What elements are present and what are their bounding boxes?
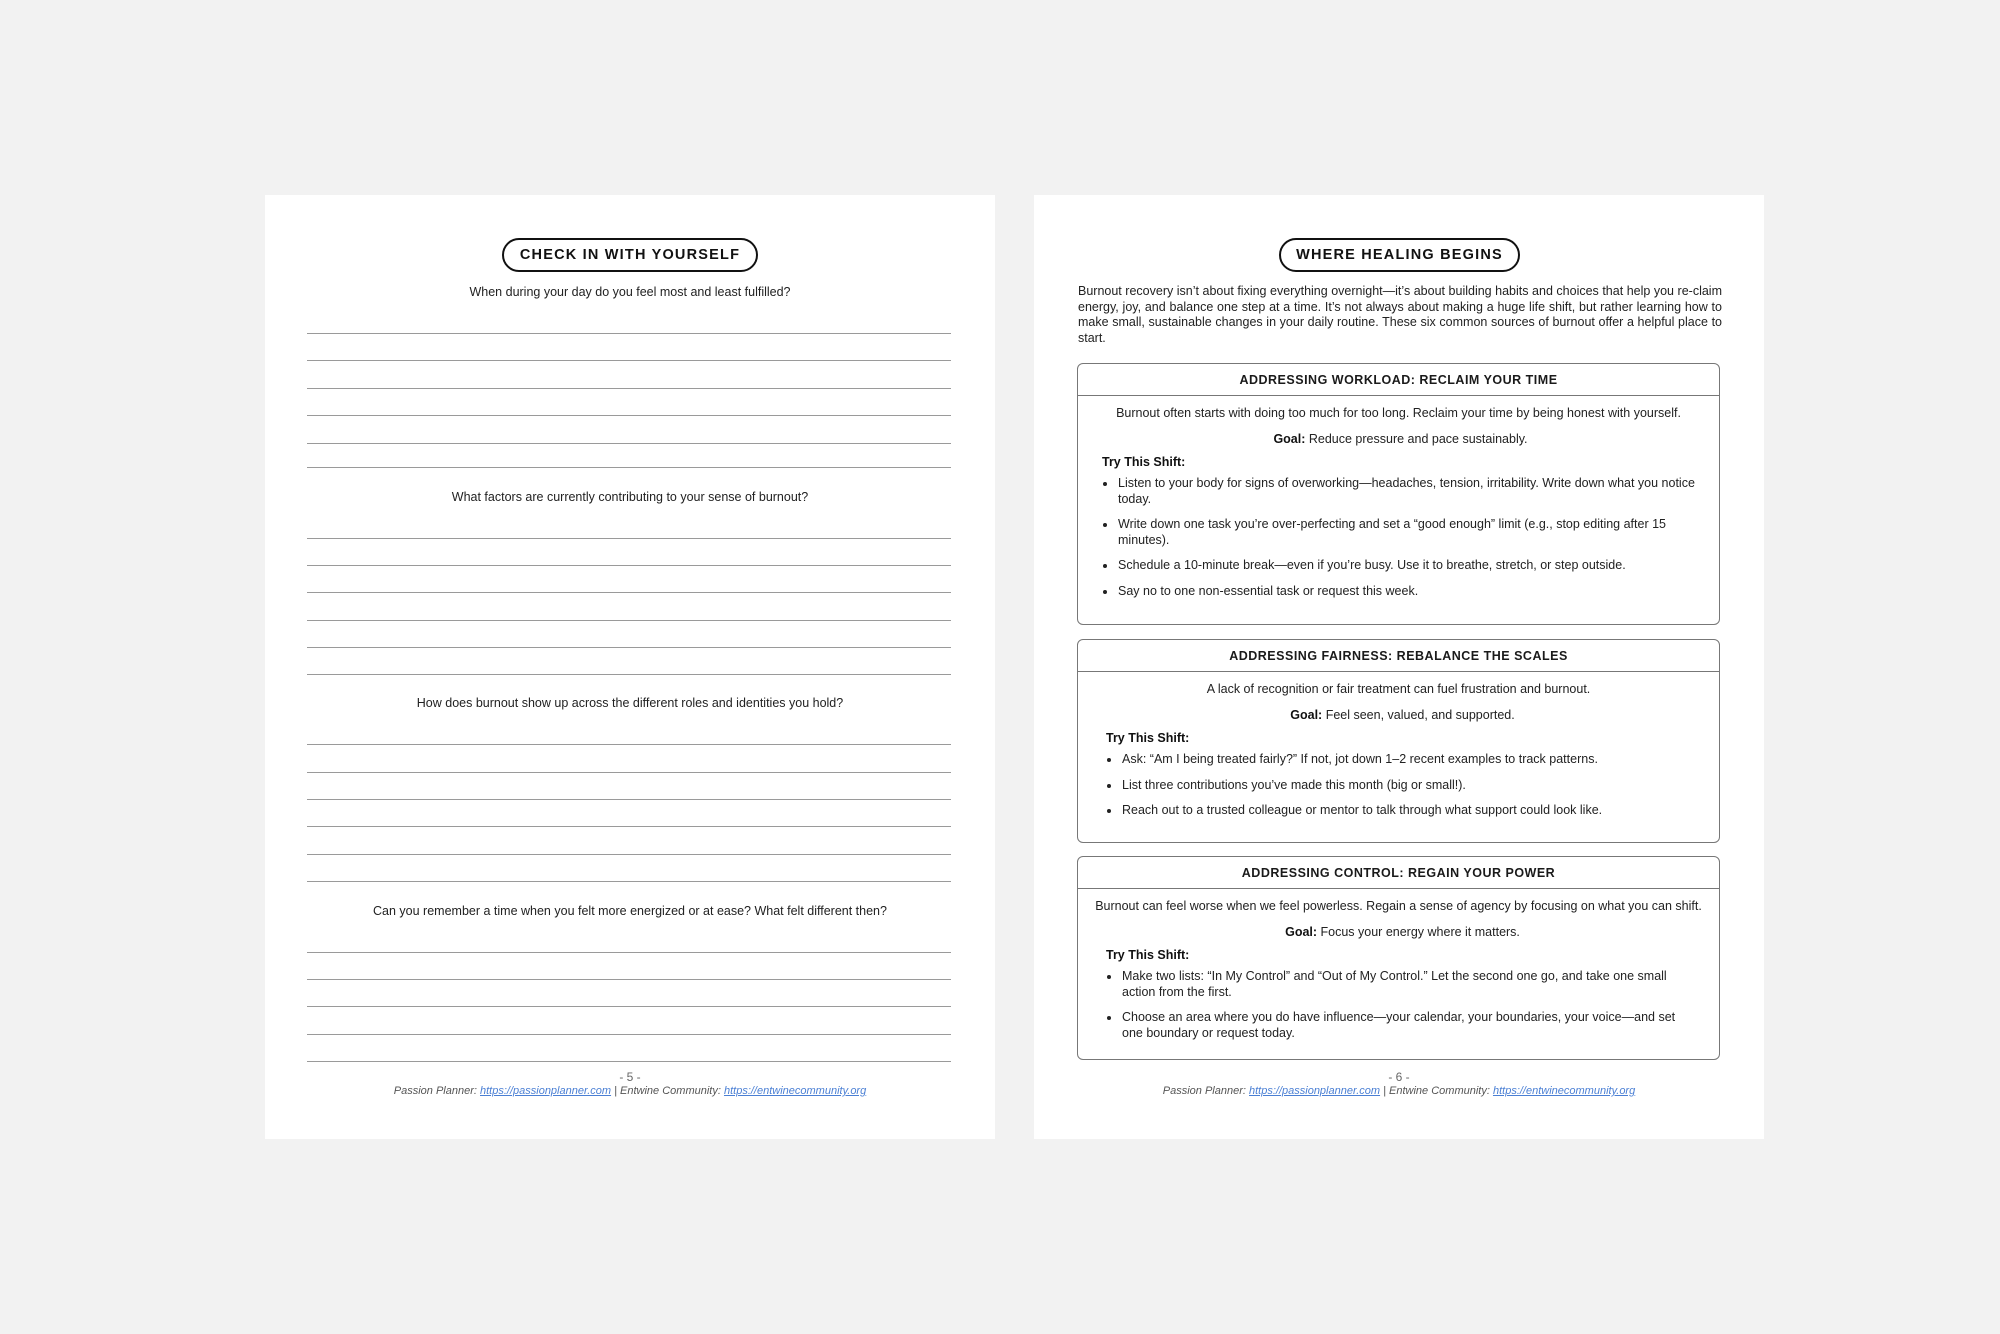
writing-line[interactable] [307,415,951,416]
goal-label: Goal: [1290,708,1323,722]
writing-line[interactable] [307,826,951,827]
goal-text: Reduce pressure and pace sustainably. [1305,432,1528,446]
writing-line[interactable] [307,467,951,468]
writing-line[interactable] [307,1061,951,1062]
try-this-shift-label: Try This Shift: [1106,948,1190,962]
page-number: - 5 - [619,1070,641,1084]
writing-line[interactable] [307,538,951,539]
entwine-community-link[interactable]: https://entwinecommunity.org [1492,1085,1636,1097]
goal-text: Focus your energy where it matters. [1317,925,1520,939]
writing-line[interactable] [307,1034,951,1035]
footer-label-passion-planner: Passion Planner: [393,1085,480,1097]
section-workload [1077,363,1720,625]
goal-text: Feel seen, valued, and supported. [1322,708,1515,722]
writing-line[interactable] [307,772,951,773]
list-item: Make two lists: “In My Control” and “Out of My Control.” Let the second one go, and take one small action from the first. [1106,969,1699,1000]
question-3: How does burnout show up across the different roles and identities you hold? [416,696,844,710]
section-description: Burnout often starts with doing too much for too long. Reclaim your time by being honest with yourself. [1116,406,1681,420]
writing-line[interactable] [307,647,951,648]
list-item: Schedule a 10-minute break—even if you’re busy. Use it to breathe, stretch, or step outside. [1102,558,1699,574]
section-description: Burnout can feel worse when we feel powerless. Regain a sense of agency by focusing on what you can shift. [1095,899,1702,913]
writing-line[interactable] [307,674,951,675]
section-header: ADDRESSING WORKLOAD: RECLAIM YOUR TIME [1078,364,1719,396]
goal-label: Goal: [1285,925,1318,939]
page-title: CHECK IN WITH YOURSELF [502,238,758,272]
page-6 [1034,195,1764,1139]
writing-line[interactable] [307,744,951,745]
shift-list [1102,476,1699,599]
writing-line[interactable] [307,799,951,800]
list-item: List three contributions you’ve made this month (big or small!). [1106,778,1699,794]
section-goal [1102,431,1699,447]
shift-list [1106,752,1699,819]
question-4: Can you remember a time when you felt more energized or at ease? What felt different then? [373,904,887,918]
shift-list [1106,969,1699,1041]
section-header: ADDRESSING FAIRNESS: REBALANCE THE SCALES [1078,640,1719,672]
try-this-shift-label: Try This Shift: [1106,731,1190,745]
section-header: ADDRESSING CONTROL: REGAIN YOUR POWER [1078,857,1719,889]
try-this-shift-label: Try This Shift: [1102,455,1186,469]
writing-line[interactable] [307,388,951,389]
intro-paragraph: Burnout recovery isn’t about fixing everything overnight—it’s about building habits and choices that help you re-claim energy, joy, and balance one step at a time. It’s not always about making a huge life shift, but rather learning how to make small, sustainable changes in your daily routine. These six common sources of burnout offer a helpful place to start. [1078,284,1722,345]
page-5 [265,195,995,1139]
footer [265,1085,995,1097]
page-title: WHERE HEALING BEGINS [1279,238,1520,272]
footer-label-entwine: | Entwine Community: [1380,1085,1493,1097]
list-item: Write down one task you’re over-perfecting and set a “good enough” limit (e.g., stop editing after 15 minutes). [1102,517,1699,548]
passion-planner-link[interactable]: https://passionplanner.com [1249,1085,1381,1097]
question-1: When during your day do you feel most and least fulfilled? [469,285,791,299]
list-item: Ask: “Am I being treated fairly?” If not, jot down 1–2 recent examples to track patterns. [1106,752,1699,768]
footer-label-entwine: | Entwine Community: [611,1085,724,1097]
writing-line[interactable] [307,979,951,980]
writing-line[interactable] [307,620,951,621]
writing-line[interactable] [307,592,951,593]
list-item: Reach out to a trusted colleague or mentor to talk through what support could look like. [1106,803,1699,819]
passion-planner-link[interactable]: https://passionplanner.com [480,1085,612,1097]
writing-line[interactable] [307,952,951,953]
writing-line[interactable] [307,854,951,855]
section-goal [1106,924,1699,940]
page-number: - 6 - [1388,1070,1410,1084]
writing-line[interactable] [307,565,951,566]
section-control [1077,856,1720,1060]
list-item: Listen to your body for signs of overworking—headaches, tension, irritability. Write down what you notice today. [1102,476,1699,507]
writing-line[interactable] [307,333,951,334]
writing-line[interactable] [307,1006,951,1007]
writing-line[interactable] [307,443,951,444]
section-goal [1106,707,1699,723]
section-description: A lack of recognition or fair treatment can fuel frustration and burnout. [1206,682,1591,696]
entwine-community-link[interactable]: https://entwinecommunity.org [723,1085,867,1097]
writing-line[interactable] [307,360,951,361]
writing-line[interactable] [307,881,951,882]
section-fairness [1077,639,1720,843]
list-item: Say no to one non-essential task or request this week. [1102,584,1699,600]
footer [1034,1085,1764,1097]
goal-label: Goal: [1273,432,1306,446]
footer-label-passion-planner: Passion Planner: [1162,1085,1249,1097]
question-2: What factors are currently contributing to your sense of burnout? [451,490,809,504]
list-item: Choose an area where you do have influence—your calendar, your boundaries, your voice—and set one boundary or request today. [1106,1010,1699,1041]
